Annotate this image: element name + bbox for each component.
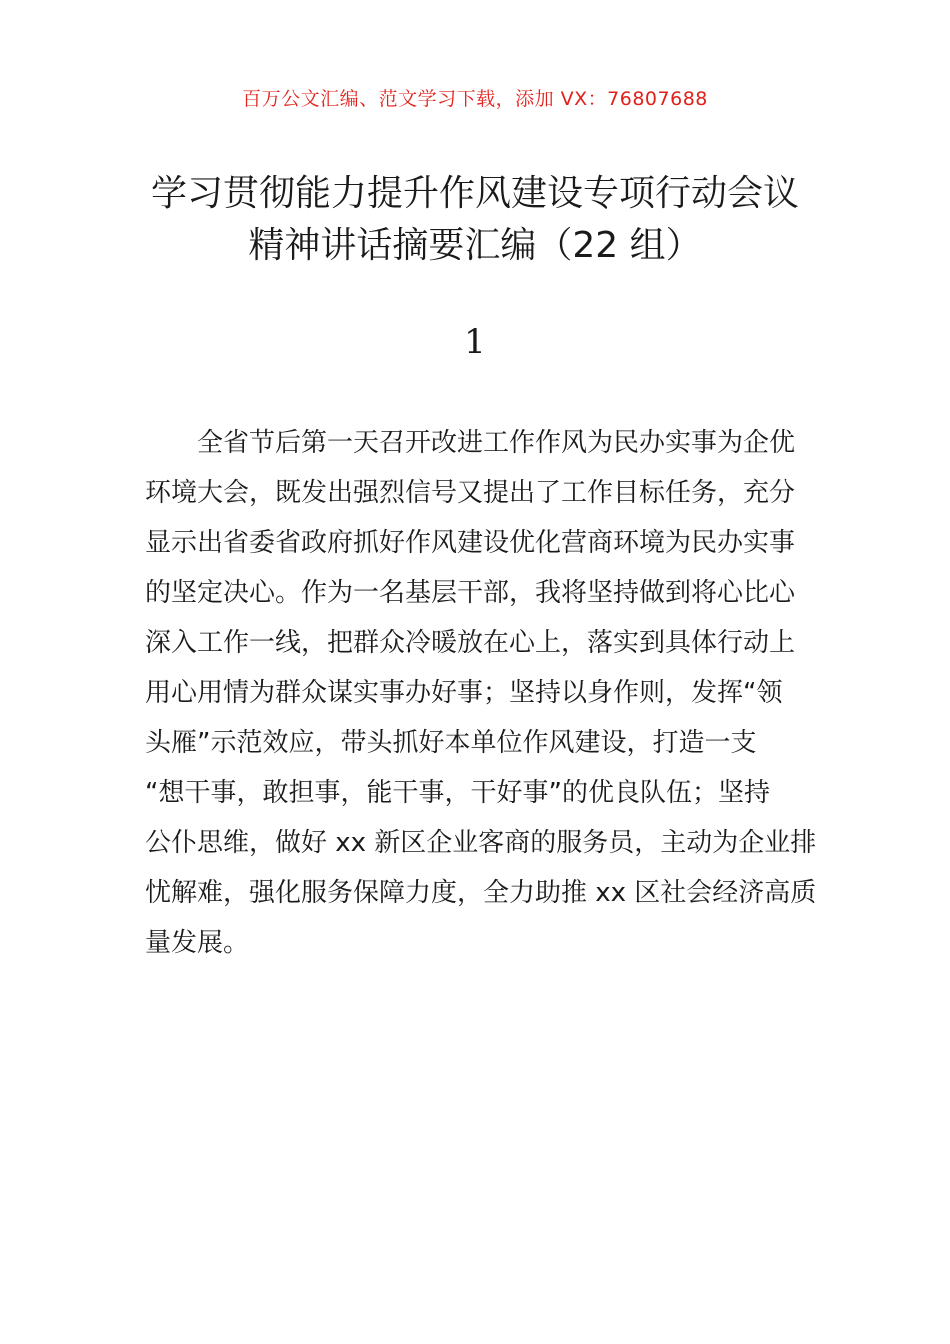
title-line-2: 精神讲话摘要汇编（22 组） — [248, 225, 702, 266]
paragraph-line: 头雁”示范效应，带头抓好本单位作风建设，打造一支 — [145, 728, 757, 758]
body-paragraph — [145, 418, 817, 968]
paragraph-line: 环境大会，既发出强烈信号又提出了工作目标任务，充分 — [145, 478, 796, 508]
paragraph-line: 深入工作一线，把群众冷暖放在心上，落实到具体行动上 — [145, 628, 796, 658]
paragraph-line: “想干事，敢担事，能干事，干好事”的优良队伍；坚持 — [145, 778, 770, 808]
title-line-1: 学习贯彻能力提升作风建设专项行动会议 — [150, 173, 799, 214]
paragraph-line: 量发展。 — [145, 928, 250, 958]
paragraph-line: 忧解难，强化服务保障力度，全力助推 xx 区社会经济高质 — [145, 878, 817, 908]
header-banner: 百万公文汇编、范文学习下载，添加 VX：76807688 — [242, 88, 708, 110]
paragraph-line: 显示出省委省政府抓好作风建设优化营商环境为民办实事 — [145, 528, 796, 558]
paragraph-line: 全省节后第一天召开改进工作作风为民办实事为企优 — [197, 428, 796, 458]
section-number: 1 — [464, 322, 486, 362]
paragraph-line: 的坚定决心。作为一名基层干部，我将坚持做到将心比心 — [145, 578, 796, 608]
paragraph-line: 公仆思维，做好 xx 新区企业客商的服务员，主动为企业排 — [145, 828, 817, 858]
document-title — [100, 168, 850, 272]
paragraph-line: 用心用情为群众谋实事办好事；坚持以身作则，发挥“领 — [145, 678, 783, 708]
